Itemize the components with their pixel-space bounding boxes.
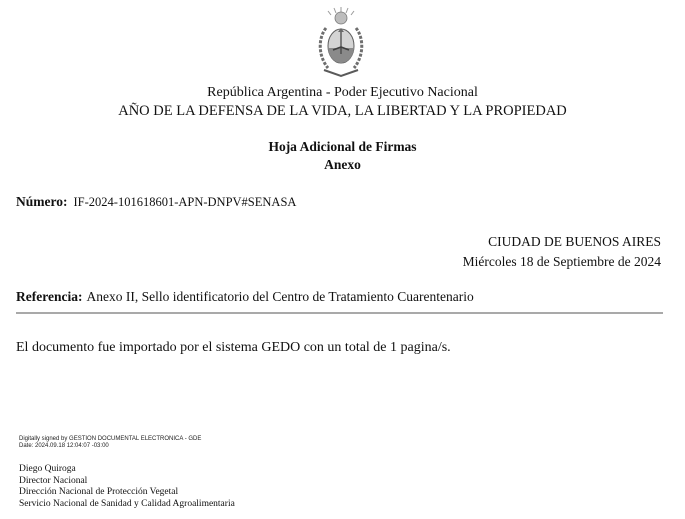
digital-signature-stamp: [19, 436, 201, 450]
document-number-value: IF-2024-101618601-APN-DNPV#SENASA: [73, 195, 297, 209]
document-number: [16, 194, 296, 210]
section-divider: [16, 312, 663, 314]
year-motto: AÑO DE LA DEFENSA DE LA VIDA, LA LIBERTAD Y LA PROPIEDAD: [118, 103, 567, 119]
document-subtitle: Anexo: [324, 157, 361, 172]
document-title: Hoja Adicional de Firmas: [268, 139, 417, 154]
signer-office: Dirección Nacional de Protección Vegetal: [19, 487, 179, 497]
document-city: CIUDAD DE BUENOS AIRES: [488, 234, 661, 249]
signer-role: Director Nacional: [19, 475, 88, 486]
argentina-coat-of-arms-icon: [314, 6, 368, 80]
digital-signature-date: Date: 2024.09.18 12:04:07 -03:00: [19, 443, 109, 449]
digital-signature-signer: Digitally signed by GESTION DOCUMENTAL ELECTRONICA - GDE: [19, 436, 202, 442]
document-reference-label: Referencia:: [16, 289, 83, 304]
signer-agency: Servicio Nacional de Sanidad y Calidad Agroalimentaria: [19, 498, 235, 509]
document-body: El documento fue importado por el sistema GEDO con un total de 1 pagina/s.: [16, 340, 451, 355]
document-reference-value: Anexo II, Sello identificatorio del Centro de Tratamiento Cuarentenario: [86, 289, 474, 304]
document-date: Miércoles 18 de Septiembre de 2024: [462, 254, 661, 269]
signer-block: [19, 464, 235, 510]
document-number-label: Número:: [16, 194, 68, 209]
government-header: República Argentina - Poder Ejecutivo Nacional: [207, 85, 478, 100]
signer-name: Diego Quiroga: [19, 464, 76, 474]
document-reference: [16, 289, 474, 305]
